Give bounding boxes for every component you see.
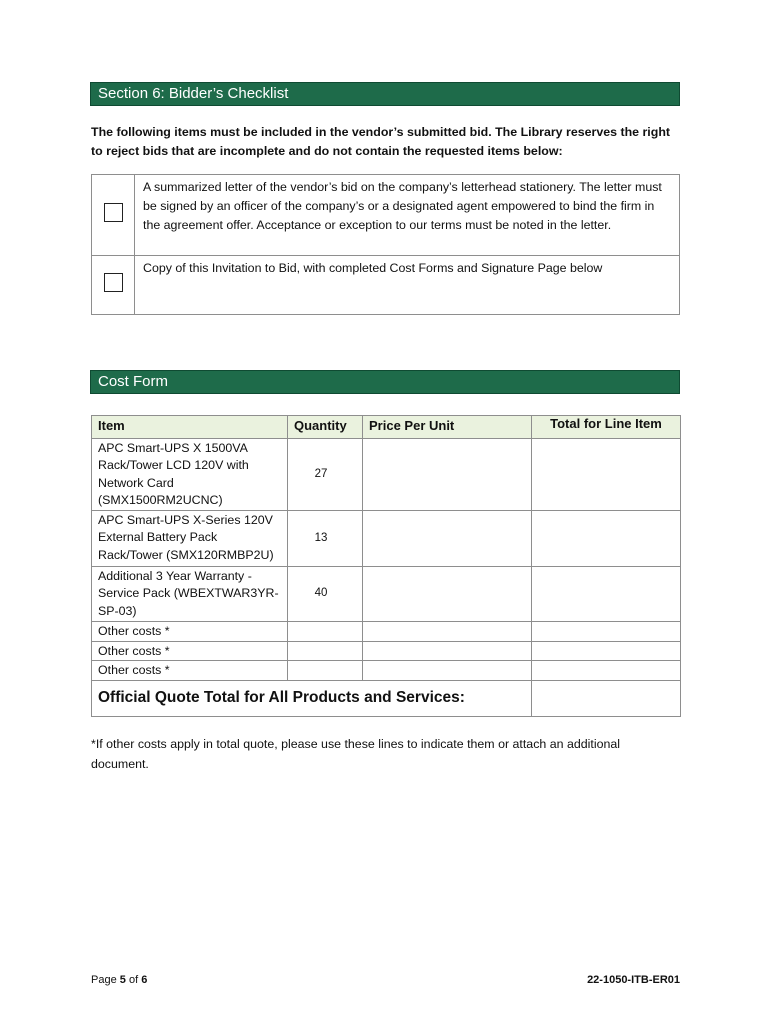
price-input-cell[interactable] [363, 567, 532, 622]
page-number [91, 974, 147, 986]
grand-total-label: Official Quote Total for All Products and Services: [92, 680, 532, 716]
letter-checkbox[interactable] [104, 203, 123, 222]
quantity-cell: 27 [288, 439, 363, 511]
column-header-price: Price Per Unit [363, 416, 532, 439]
other-cost-row [92, 661, 681, 681]
checklist-item-text: A summarized letter of the vendor’s bid on the company’s letterhead stationery. The letter must be signed by an officer of the company’s or a designated agent empowered to bind the firm in the agreement offer. Acceptance or exception to our terms must be noted in the letter. [135, 175, 680, 256]
checklist-box-cell [92, 175, 135, 256]
itb-copy-checkbox[interactable] [104, 273, 123, 292]
checklist-box-cell [92, 256, 135, 315]
quantity-input-cell[interactable] [288, 661, 363, 681]
cost-table-header [92, 416, 681, 439]
cost-footnote: *If other costs apply in total quote, please use these lines to indicate them or attach an additional document. [91, 737, 620, 771]
item-cell: Additional 3 Year Warranty - Service Pack (WBEXTWAR3YR-SP-03) [92, 567, 288, 622]
table-row [92, 439, 681, 511]
section-heading-checklist: Section 6: Bidder’s Checklist [90, 82, 680, 106]
other-cost-label: Other costs * [92, 661, 288, 681]
quantity-input-cell[interactable] [288, 622, 363, 642]
page-prefix: Page [91, 974, 117, 986]
page-of: of [128, 974, 139, 986]
column-header-item: Item [92, 416, 288, 439]
line-total-input-cell[interactable] [532, 641, 681, 661]
cost-table [91, 415, 681, 717]
quantity-cell: 13 [288, 511, 363, 567]
other-cost-row [92, 622, 681, 642]
line-total-input-cell[interactable] [532, 439, 681, 511]
other-cost-row [92, 641, 681, 661]
checklist-item-text: Copy of this Invitation to Bid, with completed Cost Forms and Signature Page below [135, 256, 680, 315]
checklist-row [92, 256, 680, 315]
section-heading-cost-form: Cost Form [90, 370, 680, 394]
column-header-quantity: Quantity [288, 416, 363, 439]
quantity-cell: 40 [288, 567, 363, 622]
quantity-input-cell[interactable] [288, 641, 363, 661]
page-current: 5 [119, 974, 126, 986]
page-total: 6 [141, 974, 148, 986]
item-cell: APC Smart-UPS X 1500VA Rack/Tower LCD 120V with Network Card (SMX1500RM2UCNC) [92, 439, 288, 511]
item-cell: APC Smart-UPS X-Series 120V External Battery Pack Rack/Tower (SMX120RMBP2U) [92, 511, 288, 567]
document-id: 22-1050-ITB-ER01 [587, 974, 680, 986]
price-input-cell[interactable] [363, 661, 532, 681]
line-total-input-cell[interactable] [532, 661, 681, 681]
other-cost-label: Other costs * [92, 622, 288, 642]
checklist-table [91, 174, 680, 315]
line-total-input-cell[interactable] [532, 622, 681, 642]
price-input-cell[interactable] [363, 641, 532, 661]
line-total-input-cell[interactable] [532, 567, 681, 622]
grand-total-row [92, 680, 681, 716]
line-total-input-cell[interactable] [532, 511, 681, 567]
checklist-intro: The following items must be included in the vendor’s submitted bid. The Library reserves the right to reject bids that are incomplete and do not contain the requested items below: [91, 125, 671, 158]
other-cost-label: Other costs * [92, 641, 288, 661]
price-input-cell[interactable] [363, 439, 532, 511]
table-row [92, 511, 681, 567]
column-header-total: Total for Line Item [532, 416, 681, 439]
price-input-cell[interactable] [363, 511, 532, 567]
grand-total-input-cell[interactable] [532, 680, 681, 716]
checklist-row [92, 175, 680, 256]
table-row [92, 567, 681, 622]
price-input-cell[interactable] [363, 622, 532, 642]
